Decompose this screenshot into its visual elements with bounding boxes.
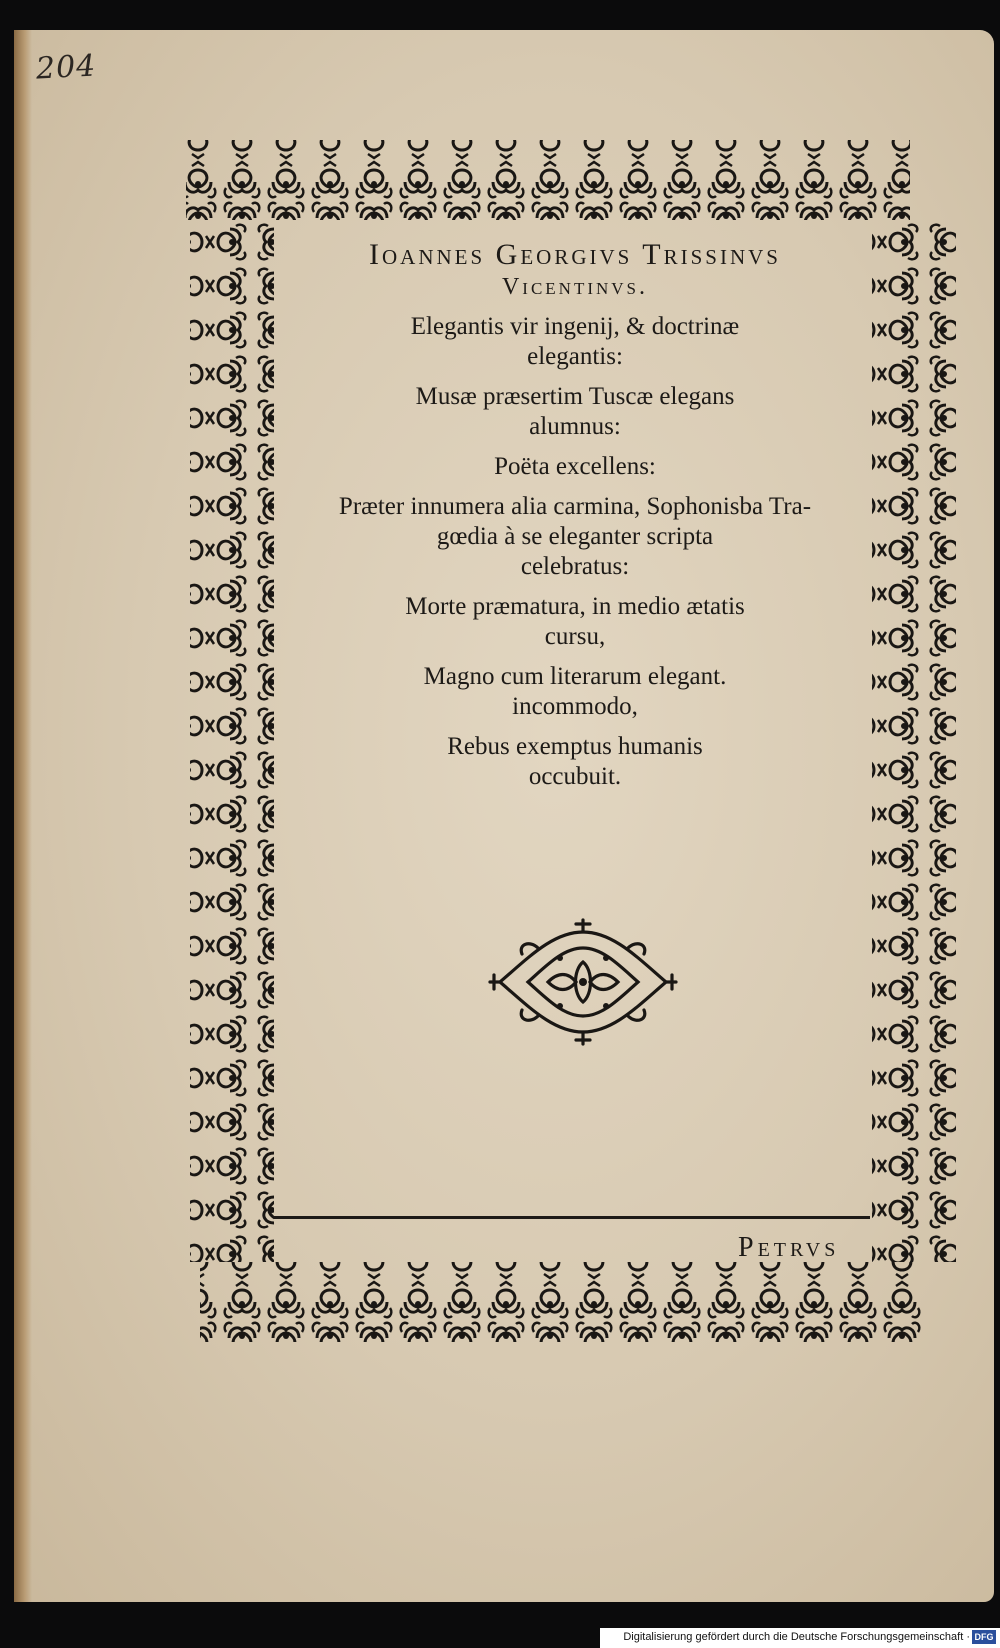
footer-credit: Digitalisierung gefördert durch die Deutsche Forschungsgemeinschaft · (623, 1631, 970, 1643)
text-line: Rebus exemptus humanis occubuit. (447, 733, 703, 790)
fleuron-ornament-icon (488, 918, 678, 1046)
dfg-logo-icon: DFG (972, 1630, 996, 1644)
border-bottom-band (200, 1262, 924, 1342)
text-line: Poëta excellens: (494, 453, 656, 480)
border-right-band (872, 220, 956, 1262)
text-line: Morte præmatura, in medio ætatis cursu, (405, 593, 745, 650)
dedication-text (280, 238, 870, 802)
text-line: Præter innumera alia carmina, Sophonisba Tra- gœdia à se eleganter scripta celebratus: (338, 493, 812, 580)
folio-number: 204 (35, 48, 98, 87)
text-line: Elegantis vir ingenij, & doctrinæ elegantis: (410, 313, 740, 370)
catchword: Petrvs (738, 1232, 840, 1263)
border-left-band (190, 220, 274, 1262)
page-subtitle: Vicentinvs. (501, 274, 649, 300)
text-line: Magno cum literarum elegant. incommodo, (423, 663, 727, 720)
text-line: Musæ præsertim Tuscæ elegans alumnus: (415, 383, 735, 440)
page-title: Ioannes Georgivs Trissinvs (369, 238, 781, 271)
horizontal-rule (274, 1216, 870, 1219)
border-top-band (186, 140, 910, 220)
